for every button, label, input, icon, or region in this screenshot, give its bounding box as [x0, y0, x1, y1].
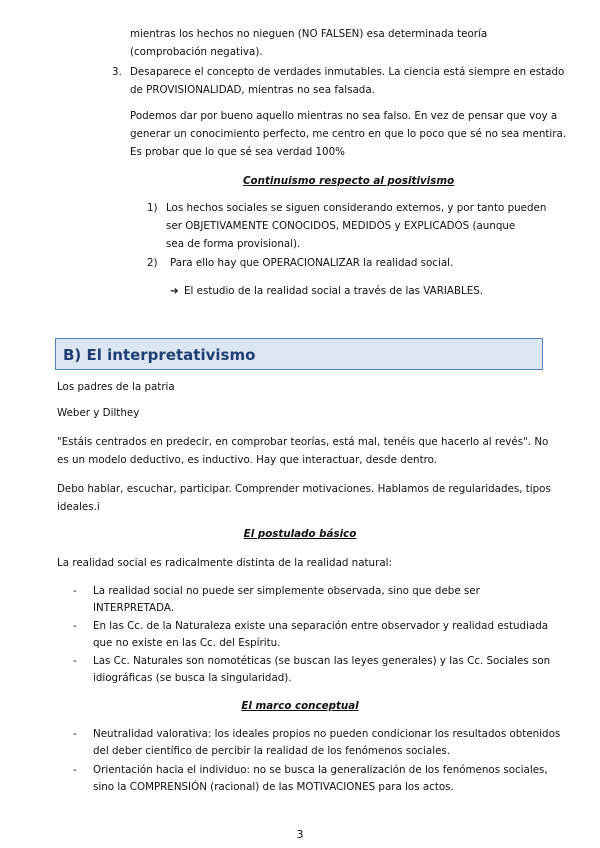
- text-line: Para ello hay que OPERACIONALIZAR la realidad social.: [170, 257, 454, 269]
- text-line: sino la COMPRENSIÓN (racional) de las MOTIVACIONES para los actos.: [93, 781, 454, 793]
- text-line: ideales.i: [57, 501, 100, 513]
- list-number: 3.: [112, 66, 122, 78]
- text-line: Podemos dar por bueno aquello mientras no sea falso. En vez de pensar que voy a: [130, 110, 558, 122]
- text-line: Desaparece el concepto de verdades inmutables. La ciencia está siempre en estado: [130, 66, 565, 78]
- text-line: Las Cc. Naturales son nomotéticas (se buscan las leyes generales) y las Cc. Sociales son: [93, 655, 551, 667]
- text-line: Los hechos sociales se siguen considerando externos, y por tanto pueden: [166, 202, 547, 214]
- text-line: sea de forma provisional).: [166, 238, 301, 250]
- subheading-postulado: El postulado básico: [243, 528, 357, 540]
- text-line: Debo hablar, escuchar, participar. Comprender motivaciones. Hablamos de regularidades, tipos: [57, 483, 551, 495]
- text-line: En las Cc. de la Naturaleza existe una separación entre observador y realidad estudiada: [93, 620, 549, 632]
- text-line: Weber y Dilthey: [57, 407, 140, 419]
- text-line: es un modelo deductivo, es inductivo. Hay que interactuar, desde dentro.: [57, 454, 438, 466]
- text-line: Orientación hacia el individuo: no se busca la generalización de los fenómenos sociales,: [93, 764, 548, 776]
- subheading-marco: El marco conceptual: [241, 700, 359, 712]
- text-line: INTERPRETADA.: [93, 602, 174, 614]
- list-number: 2): [147, 257, 158, 269]
- subheading-continuismo: Continuismo respecto al positivismo: [243, 175, 455, 187]
- bullet-dash: -: [73, 655, 77, 667]
- text-line: mientras los hechos no nieguen (NO FALSEN) esa determinada teoría: [130, 28, 488, 40]
- bullet-dash: -: [73, 728, 77, 740]
- text-line: Neutralidad valorativa: los ideales propios no pueden condicionar los resultados obtenidos: [93, 728, 561, 740]
- bullet-dash: -: [73, 585, 77, 597]
- arrow-icon: ➜: [170, 285, 179, 297]
- text-line: generar un conocimiento perfecto, me centro en que lo poco que sé no sea mentira.: [130, 128, 567, 140]
- bullet-dash: -: [73, 764, 77, 776]
- text-line: (comprobación negativa).: [130, 46, 263, 58]
- text-line: de PROVISIONALIDAD, mientras no sea falsada.: [130, 84, 375, 96]
- text-line: que no existe en las Cc. del Espíritu.: [93, 637, 281, 649]
- text-line: Los padres de la patria: [57, 381, 175, 393]
- text-line: del deber científico de percibir la realidad de los fenómenos sociales.: [93, 745, 451, 757]
- text-line: "Estáis centrados en predecir, en comprobar teorías, está mal, tenéis que hacerlo al revés". No: [57, 436, 549, 448]
- section-header-box: [55, 338, 543, 370]
- section-title: B) El interpretativismo: [63, 346, 256, 364]
- text-line: La realidad social es radicalmente distinta de la realidad natural:: [57, 557, 392, 569]
- page-number: 3: [296, 828, 304, 841]
- bullet-dash: -: [73, 620, 77, 632]
- list-number: 1): [147, 202, 158, 214]
- text-line: ser OBJETIVAMENTE CONOCIDOS, MEDIDOS y EXPLICADOS (aunque: [166, 220, 516, 232]
- text-line: La realidad social no puede ser simplemente observada, sino que debe ser: [93, 585, 480, 597]
- text-line: El estudio de la realidad social a través de las VARIABLES.: [184, 285, 484, 297]
- text-line: Es probar que lo que sé sea verdad 100%: [130, 146, 345, 158]
- text-line: idiográficas (se busca la singularidad).: [93, 672, 292, 684]
